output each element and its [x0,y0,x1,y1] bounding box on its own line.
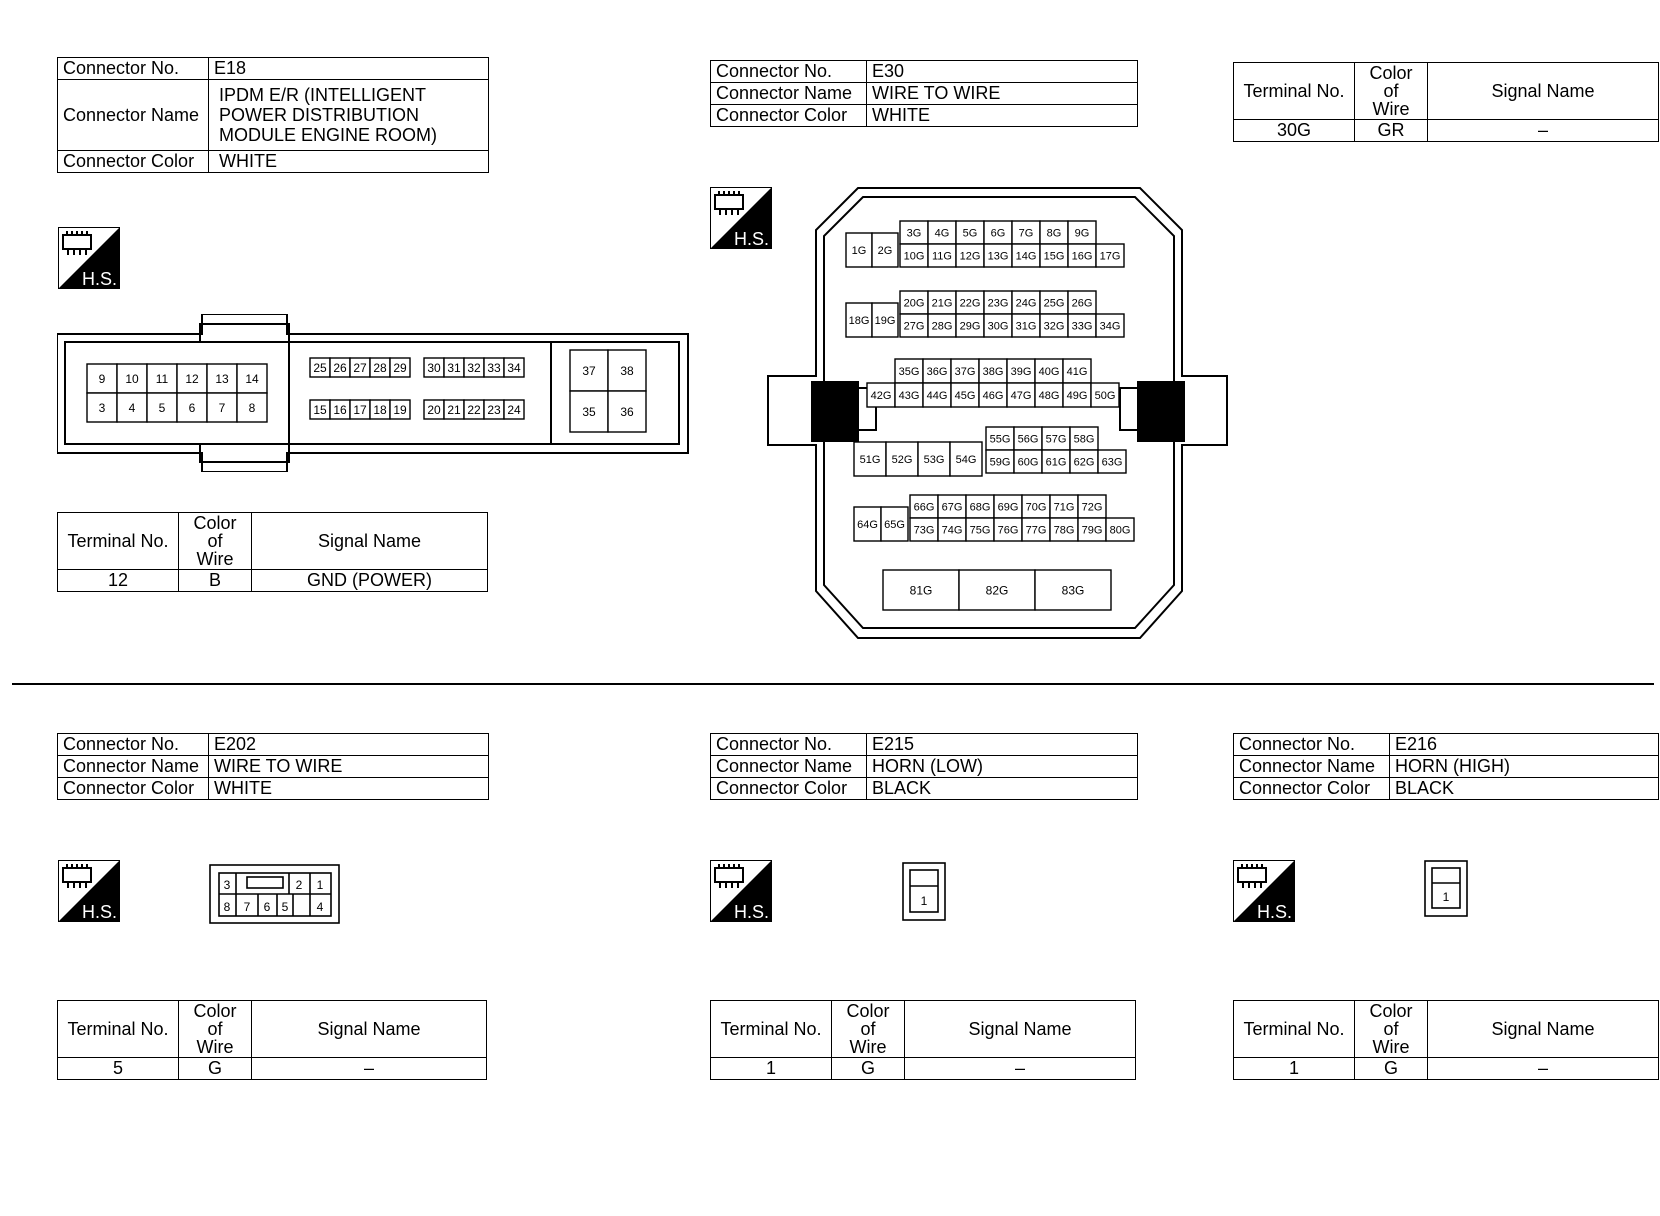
signal-name-cell: – [1428,1058,1659,1080]
hs-label: H.S. [1257,902,1293,922]
pin-label: 26 [333,360,347,375]
pin-label: 12 [185,371,199,386]
pin-label: 65G [884,518,905,531]
pin-label: 6 [188,400,196,415]
pin-label: 56G [1017,433,1039,446]
e202-connector-info [57,733,489,800]
pin-label: 36 [620,404,634,419]
pin-label: 67G [941,501,963,514]
pin-label: 1 [316,878,324,892]
pin-label: 13G [987,250,1009,263]
pin-label: 76G [997,524,1019,537]
terminal-no-cell: 30G [1234,120,1355,142]
terminal-no-header: Terminal No. [1234,63,1355,120]
hs-label: H.S. [734,229,770,249]
e215-terminal-table [710,1000,1136,1080]
pin-label: 46G [982,389,1004,402]
pin-label: 43G [898,389,920,402]
pin-label: 28 [373,360,387,375]
pin-label: 37G [954,365,976,378]
pin-label: 8 [248,400,256,415]
connector-name-label: Connector Name [711,756,867,778]
pin-label: 1G [851,244,867,257]
connector-no-value: E18 [209,58,489,80]
e30-connector-info [710,60,1138,127]
connector-no-value: E30 [867,61,1138,83]
pin-label: 45G [954,389,976,402]
pin-label: 2G [877,244,893,257]
pin-label: 41G [1066,365,1088,378]
terminal-no-cell: 1 [711,1058,832,1080]
terminal-no-header: Terminal No. [1234,1001,1355,1058]
pin-label: 23G [987,297,1009,310]
hs-label: H.S. [734,902,770,922]
e18-terminal-table [57,512,488,592]
pin-label: 53G [923,453,945,466]
connector-color-value: WHITE [209,151,489,173]
pin-label: 4 [316,900,324,914]
pin-label: 3 [98,400,106,415]
pin-label: 3G [906,227,922,240]
pin-label: 35 [582,404,596,419]
connector-color-label: Connector Color [711,105,867,127]
pin-label: 35G [898,365,920,378]
pin-label: 18G [848,314,870,327]
pin-label: 59G [989,456,1011,469]
wire-color-cell: GR [1355,120,1428,142]
e202-terminal-table [57,1000,487,1080]
e30-connector-face [766,187,1230,639]
terminal-no-header: Terminal No. [58,1001,179,1058]
connector-name-line: MODULE ENGINE ROOM) [219,125,438,145]
pin-label: 70G [1025,501,1047,514]
pin-label: 10 [125,371,139,386]
connector-no-label: Connector No. [711,734,867,756]
connector-name-label: Connector Name [58,756,209,778]
signal-name-header: Signal Name [1428,63,1659,120]
pin-label: 6 [263,900,271,914]
e216-connector-face [1424,860,1468,918]
pin-label: 42G [870,389,892,402]
pin-label: 74G [941,524,963,537]
e215-connector-info [710,733,1138,800]
pin-label: 8G [1046,227,1062,240]
pin-label: 6G [990,227,1006,240]
signal-name-cell: GND (POWER) [252,570,488,592]
connector-name-label: Connector Name [1234,756,1390,778]
connector-no-value: E215 [867,734,1138,756]
connector-color-value: BLACK [867,778,1138,800]
pin-label: 80G [1109,524,1131,537]
pin-label: 36G [926,365,948,378]
pin-label: 33G [1071,320,1093,333]
signal-name-header: Signal Name [252,1001,487,1058]
connector-name-value: HORN (LOW) [867,756,1138,778]
pin-label: 54G [955,453,977,466]
pin-label: 7 [218,400,226,415]
terminal-no-cell: 1 [1234,1058,1355,1080]
pin-label: 25G [1043,297,1065,310]
connector-color-value: BLACK [1390,778,1659,800]
pin-label: 68G [969,501,991,514]
pin-label: 25 [313,360,327,375]
pin-label: 37 [582,363,596,378]
pin-label: 22 [467,402,481,417]
pin-label: 1 [920,894,928,908]
harness-side-icon [710,187,772,249]
color-of-wire-header: Color of Wire [179,1001,252,1058]
connector-no-label: Connector No. [58,58,209,80]
color-of-wire-header: Color of Wire [179,513,252,570]
pin-label: 57G [1045,433,1067,446]
connector-no-label: Connector No. [711,61,867,83]
pin-label: 17G [1099,250,1121,263]
harness-side-icon [1233,860,1295,922]
pin-label: 24 [507,402,521,417]
pin-label: 7 [243,900,251,914]
pin-label: 5 [281,900,289,914]
e18-connector-face [57,314,689,472]
pin-label: 21G [931,297,953,310]
pin-label: 83G [1061,583,1085,598]
connector-name-line: IPDM E/R (INTELLIGENT [219,85,427,105]
pin-label: 11 [155,371,169,386]
pin-label: 73G [913,524,935,537]
pin-label: 20 [427,402,441,417]
connector-color-label: Connector Color [58,151,209,173]
connector-no-label: Connector No. [1234,734,1390,756]
pin-label: 27 [353,360,367,375]
pin-label: 62G [1073,456,1095,469]
wire-color-cell: G [832,1058,905,1080]
pin-label: 11G [932,250,952,263]
pin-label: 51G [859,453,881,466]
e18-connector-info [57,57,489,173]
e215-connector-face [902,862,946,922]
pin-label: 58G [1073,433,1095,446]
pin-label: 13 [215,371,229,386]
pin-label: 3 [223,878,231,892]
pin-label: 24G [1015,297,1037,310]
pin-label: 50G [1094,389,1116,402]
harness-side-icon [710,860,772,922]
pin-label: 64G [857,518,878,531]
pin-label: 48G [1038,389,1060,402]
pin-label: 31G [1015,320,1037,333]
pin-label: 52G [891,453,913,466]
pin-label: 27G [903,320,925,333]
pin-label: 9G [1074,227,1090,240]
pin-label: 18 [373,402,387,417]
pin-label: 82G [985,583,1009,598]
pin-label: 38G [982,365,1004,378]
pin-label: 14G [1015,250,1037,263]
connector-name-line: POWER DISTRIBUTION [219,105,420,125]
pin-label: 40G [1038,365,1060,378]
connector-color-value: WHITE [209,778,489,800]
pin-label: 38 [620,363,634,378]
pin-label: 81G [909,583,933,598]
wire-color-cell: G [1355,1058,1428,1080]
connector-color-value: WHITE [867,105,1138,127]
pin-label: 78G [1053,524,1075,537]
connector-no-label: Connector No. [58,734,209,756]
pin-label: 5 [158,400,166,415]
signal-name-cell: – [1428,120,1659,142]
pin-label: 63G [1101,456,1123,469]
pin-label: 32 [467,360,481,375]
signal-name-header: Signal Name [905,1001,1136,1058]
pin-label: 16 [333,402,347,417]
connector-name-label: Connector Name [711,83,867,105]
pin-label: 14 [245,371,259,386]
pin-label: 29G [959,320,981,333]
pin-label: 9 [98,371,106,386]
terminal-no-cell: 12 [58,570,179,592]
pin-label: 71G [1053,501,1075,514]
pin-label: 21 [447,402,461,417]
signal-name-cell: – [252,1058,487,1080]
connector-name-value: WIRE TO WIRE [867,83,1138,105]
color-of-wire-header: Color of Wire [1355,63,1428,120]
pin-label: 1 [1442,890,1450,904]
pin-label: 60G [1017,456,1039,469]
harness-side-icon [58,227,120,289]
pin-label: 28G [931,320,953,333]
pin-label: 33 [487,360,501,375]
pin-label: 34G [1099,320,1121,333]
pin-label: 4G [934,227,950,240]
pin-label: 4 [128,400,136,415]
pin-label: 7G [1018,227,1034,240]
e216-terminal-table [1233,1000,1659,1080]
connector-no-value: E202 [209,734,489,756]
e30-terminal-table [1233,62,1659,142]
pin-label: 32G [1043,320,1065,333]
e216-connector-info [1233,733,1659,800]
pin-label: 79G [1081,524,1103,537]
wire-color-cell: B [179,570,252,592]
pin-label: 17 [353,402,367,417]
pin-label: 19G [874,314,896,327]
pin-label: 19 [393,402,407,417]
connector-name-value [209,80,489,151]
pin-label: 12G [959,250,981,263]
signal-name-header: Signal Name [1428,1001,1659,1058]
pin-label: 72G [1081,501,1103,514]
color-of-wire-header: Color of Wire [832,1001,905,1058]
pin-label: 55G [989,433,1011,446]
signal-name-header: Signal Name [252,513,488,570]
hs-label: H.S. [82,902,118,922]
pin-label: 16G [1071,250,1093,263]
pin-label: 2 [295,878,303,892]
pin-label: 69G [997,501,1019,514]
pin-label: 49G [1066,389,1088,402]
terminal-no-header: Terminal No. [58,513,179,570]
pin-label: 15G [1043,250,1065,263]
section-divider [12,683,1654,685]
pin-label: 66G [913,501,935,514]
pin-label: 5G [962,227,978,240]
connector-name-label: Connector Name [58,80,209,151]
pin-label: 34 [507,360,521,375]
pin-label: 31 [447,360,461,375]
pin-label: 10G [903,250,925,263]
pin-label: 61G [1045,456,1067,469]
e202-connector-face [209,864,341,924]
harness-side-icon [58,860,120,922]
connector-name-value: HORN (HIGH) [1390,756,1659,778]
pin-label: 75G [969,524,991,537]
connector-color-label: Connector Color [1234,778,1390,800]
wire-color-cell: G [179,1058,252,1080]
pin-label: 77G [1025,524,1047,537]
signal-name-cell: – [905,1058,1136,1080]
pin-label: 20G [903,297,925,310]
terminal-no-cell: 5 [58,1058,179,1080]
pin-label: 22G [959,297,981,310]
hs-label: H.S. [82,269,118,289]
color-of-wire-header: Color of Wire [1355,1001,1428,1058]
pin-label: 26G [1071,297,1093,310]
pin-label: 30 [427,360,441,375]
pin-label: 8 [223,900,231,914]
connector-color-label: Connector Color [711,778,867,800]
pin-label: 30G [987,320,1009,333]
connector-name-value: WIRE TO WIRE [209,756,489,778]
connector-color-label: Connector Color [58,778,209,800]
connector-no-value: E216 [1390,734,1659,756]
pin-label: 47G [1010,389,1032,402]
pin-label: 39G [1010,365,1032,378]
terminal-no-header: Terminal No. [711,1001,832,1058]
pin-label: 29 [393,360,407,375]
pin-label: 23 [487,402,501,417]
pin-label: 44G [926,389,948,402]
pin-label: 15 [313,402,327,417]
